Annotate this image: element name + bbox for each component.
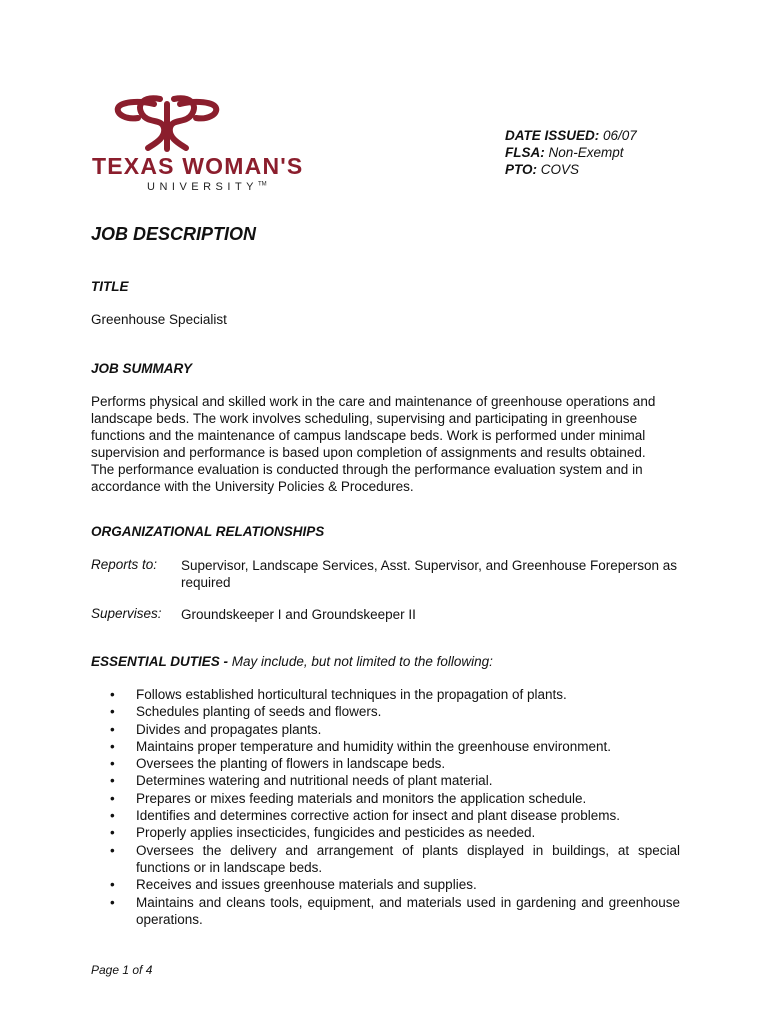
summary-line: landscape beds. The work involves scheduling, supervising and participating in greenhouse xyxy=(91,411,638,426)
list-item: • Determines watering and nutritional needs of plant material. xyxy=(110,773,493,789)
page-number: Page 1 of 4 xyxy=(91,963,153,977)
summary-line: The performance evaluation is conducted through the performance evaluation system and in xyxy=(91,462,643,477)
summary-line: accordance with the University Policies & Procedures. xyxy=(91,479,414,494)
list-item: • Prepares or mixes feeding materials and monitors the application schedule. xyxy=(110,790,587,806)
document-title: JOB DESCRIPTION xyxy=(91,224,257,244)
list-item: • Follows established horticultural techniques in the propagation of plants. xyxy=(110,687,567,702)
bullet-icon: • xyxy=(110,773,115,789)
summary-heading: JOB SUMMARY xyxy=(91,361,193,376)
date-issued: DATE ISSUED: 06/07 xyxy=(505,128,637,143)
list-item: • Identifies and determines corrective action for insect and plant disease problems. xyxy=(110,808,621,824)
summary-paragraph xyxy=(91,393,680,495)
trademark-mark: TM xyxy=(258,181,267,188)
list-item: • Maintains and cleans tools, equipment, and materials used in gardening and greenhouse operations. xyxy=(110,894,680,927)
summary-line: supervision and performance is based upon completion of assignments and results obtained. xyxy=(91,445,646,460)
title-heading: TITLE xyxy=(91,279,129,294)
list-item: • Maintains proper temperature and humidity within the greenhouse environment. xyxy=(110,738,612,754)
bullet-icon: • xyxy=(110,721,115,737)
document-meta xyxy=(505,127,637,178)
bullet-icon: • xyxy=(110,842,115,858)
bullet-icon: • xyxy=(110,877,115,893)
bullet-icon: • xyxy=(110,808,115,824)
duties-list xyxy=(110,686,680,928)
list-item: • Schedules planting of seeds and flowers. xyxy=(110,704,382,720)
reports-to-value: Supervisor, Landscape Services, Asst. Supervisor, and Greenhouse Foreperson as required xyxy=(181,558,678,590)
supervises-value: Groundskeeper I and Groundskeeper II xyxy=(181,607,416,622)
list-item: • Divides and propagates plants. xyxy=(110,721,322,737)
bullet-icon: • xyxy=(110,756,115,772)
logo-emblem-icon xyxy=(92,94,242,154)
pto-category: PTO: COVS xyxy=(505,162,580,177)
summary-line: Performs physical and skilled work in the care and maintenance of greenhouse operations and xyxy=(91,394,656,409)
logo-subtitle: UNIVERSITY™ xyxy=(147,181,267,193)
supervises-label: Supervises: xyxy=(91,606,162,621)
duties-heading: ESSENTIAL DUTIES - May include, but not limited to the following: xyxy=(91,654,493,669)
reports-to-label: Reports to: xyxy=(91,557,158,572)
bullet-icon: • xyxy=(110,704,115,720)
bullet-icon: • xyxy=(110,825,115,841)
list-item: • Oversees the delivery and arrangement of plants displayed in buildings, at special functions or in landscape beds. xyxy=(110,842,680,875)
list-item: • Properly applies insecticides, fungicides and pesticides as needed. xyxy=(110,825,536,841)
list-item: • Oversees the planting of flowers in landscape beds. xyxy=(110,756,446,772)
summary-line: functions and the maintenance of campus landscape beds. Work is performed under minimal xyxy=(91,428,646,443)
bullet-icon: • xyxy=(110,738,115,754)
bullet-icon: • xyxy=(110,894,115,910)
bullet-icon: • xyxy=(110,790,115,806)
org-heading: ORGANIZATIONAL RELATIONSHIPS xyxy=(91,524,325,539)
logo-wordmark: TEXAS WOMAN'S xyxy=(92,153,304,179)
job-title: Greenhouse Specialist xyxy=(91,312,227,327)
list-item: • Receives and issues greenhouse materials and supplies. xyxy=(110,877,477,893)
flsa-status: FLSA: Non-Exempt xyxy=(505,145,624,160)
bullet-icon: • xyxy=(110,687,115,702)
